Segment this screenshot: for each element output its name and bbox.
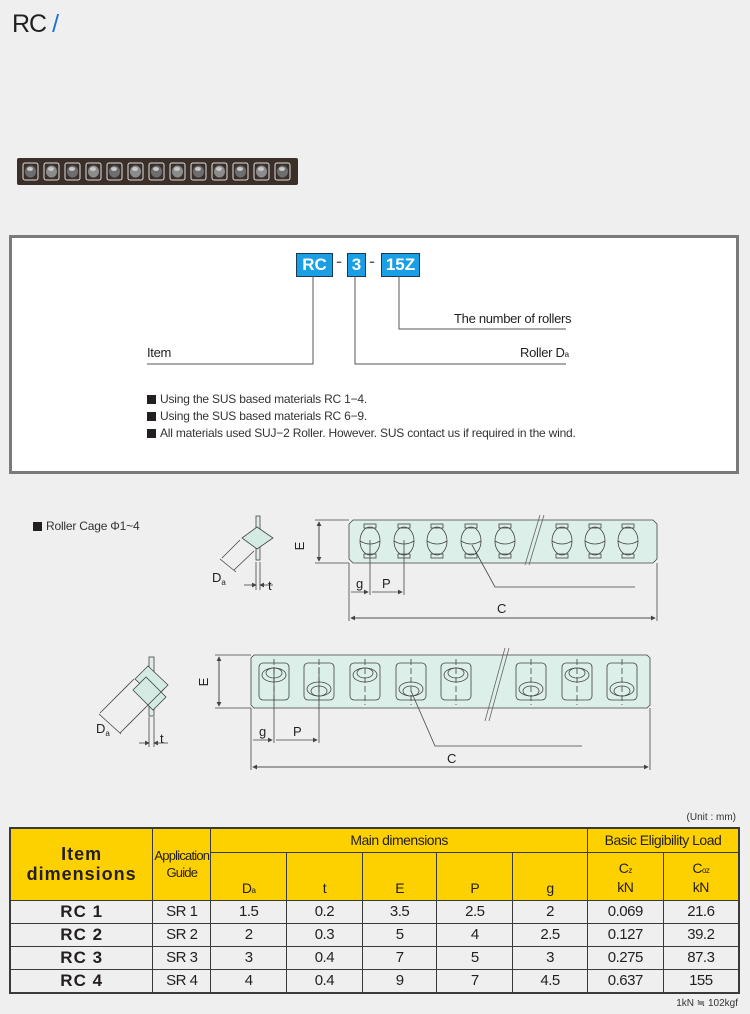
cell-da: 3 — [211, 946, 287, 969]
spec-table — [9, 827, 740, 994]
cell-da: 2 — [211, 923, 287, 946]
dim-c-label: C — [447, 751, 457, 766]
header-da: Da — [211, 852, 287, 900]
cell-guide: SR 2 — [153, 923, 211, 946]
unit-label: (Unit : mm) — [686, 812, 736, 823]
cell-t: 0.4 — [287, 969, 363, 993]
bullet-square-icon — [147, 412, 156, 421]
cell-t: 0.4 — [287, 946, 363, 969]
header-p: P — [437, 852, 513, 900]
cell-e: 3.5 — [362, 900, 437, 923]
dim-e-label: E — [196, 677, 211, 687]
cell-cz: 0.275 — [587, 946, 663, 969]
dim-p-label: P — [382, 576, 391, 591]
cell-e: 7 — [362, 946, 437, 969]
code-part-item: RC — [296, 253, 333, 277]
dim-g-label: g — [259, 724, 267, 739]
code-leader-lines — [0, 0, 750, 480]
technical-drawing — [0, 495, 750, 785]
bullet-square-icon — [147, 395, 156, 404]
header-g: g — [513, 852, 588, 900]
cell-g: 4.5 — [513, 969, 588, 993]
dim-t-label: t — [160, 731, 164, 746]
cell-g: 2.5 — [513, 923, 588, 946]
cell-e: 5 — [362, 923, 437, 946]
dim-da-label: $D_a$ — [96, 721, 110, 738]
cell-p: 4 — [437, 923, 513, 946]
label-number-of-rollers: The number of rollers — [454, 311, 572, 326]
cell-coz: 39.2 — [663, 923, 739, 946]
code-part-roller-da: 3 — [347, 253, 366, 277]
cell-p: 7 — [437, 969, 513, 993]
cell-guide: SR 3 — [153, 946, 211, 969]
dim-g-label: g — [356, 576, 364, 591]
label-item: Item — [147, 345, 172, 360]
cell-g: 3 — [513, 946, 588, 969]
dim-da-label: $D_a$ — [212, 570, 226, 587]
cell-e: 9 — [362, 969, 437, 993]
header-coz: Coz kN — [663, 852, 739, 900]
cell-item: RC 1 — [10, 900, 153, 923]
header-e: E — [362, 852, 437, 900]
cell-t: 0.2 — [287, 900, 363, 923]
code-separator: - — [369, 251, 375, 271]
cell-guide: SR 4 — [153, 969, 211, 993]
dim-p-label: P — [293, 724, 302, 739]
dim-c-label: C — [497, 601, 507, 616]
header-t: t — [287, 852, 363, 900]
cell-item: RC 2 — [10, 923, 153, 946]
cell-coz: 21.6 — [663, 900, 739, 923]
header-main-dimensions: Main dimensions — [211, 828, 588, 852]
conversion-note: 1kN ≒ 102kgf — [676, 998, 738, 1009]
header-cz: Cz kN — [587, 852, 663, 900]
cell-cz: 0.127 — [587, 923, 663, 946]
table-row — [10, 969, 739, 993]
header-item-dimensions: Item dimensions — [10, 828, 153, 900]
cell-item: RC 4 — [10, 969, 153, 993]
title-text: RC — [12, 10, 47, 38]
title-slash: / — [52, 10, 59, 38]
cell-da: 1.5 — [211, 900, 287, 923]
table-row — [10, 900, 739, 923]
cell-item: RC 3 — [10, 946, 153, 969]
cell-cz: 0.637 — [587, 969, 663, 993]
dim-t-label: t — [268, 578, 272, 593]
code-separator: - — [336, 251, 342, 271]
cell-cz: 0.069 — [587, 900, 663, 923]
label-roller-da: Roller Da — [520, 345, 569, 360]
dim-e-label: E — [292, 541, 307, 551]
table-row — [10, 923, 739, 946]
cell-guide: SR 1 — [153, 900, 211, 923]
cell-coz: 87.3 — [663, 946, 739, 969]
header-basic-eligibility-load: Basic Eligibility Load — [587, 828, 739, 852]
note-item: All materials used SUJ−2 Roller. However. SUS contact us if required in the wind. — [147, 426, 576, 440]
cell-p: 2.5 — [437, 900, 513, 923]
note-item: Using the SUS based materials RC 1−4. — [147, 392, 367, 406]
note-item: Using the SUS based materials RC 6−9. — [147, 409, 367, 423]
header-application-guide: Application Guide — [153, 828, 211, 900]
cell-da: 4 — [211, 969, 287, 993]
cell-g: 2 — [513, 900, 588, 923]
cell-p: 5 — [437, 946, 513, 969]
table-row — [10, 946, 739, 969]
bullet-square-icon — [147, 429, 156, 438]
cell-t: 0.3 — [287, 923, 363, 946]
code-part-roller-count: 15Z — [381, 253, 420, 277]
cell-coz: 155 — [663, 969, 739, 993]
section-label-roller-cage: Roller Cage Φ1~4 — [33, 519, 139, 533]
